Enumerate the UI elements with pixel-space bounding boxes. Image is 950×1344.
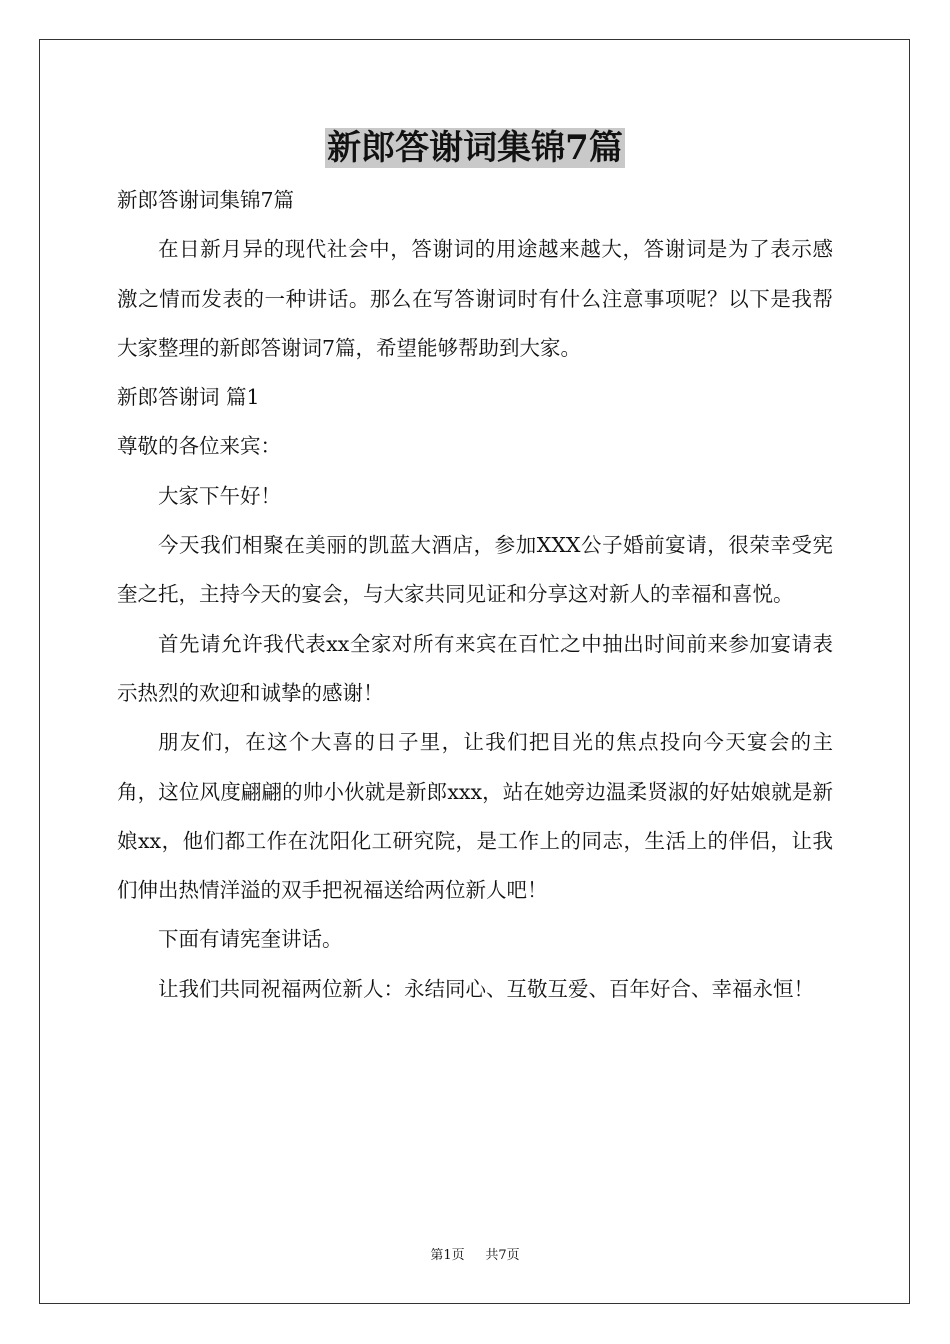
salutation: 尊敬的各位来宾：: [117, 434, 281, 459]
body-paragraph: 大家下午好！: [158, 483, 281, 508]
body-paragraph: 让我们共同祝福两位新人：永结同心、互敬互爱、百年好合、幸福永恒！: [158, 976, 814, 1001]
body-paragraph: 首先请允许我代表xx全家对所有来宾在百忙之中抽出时间前来参加宴请表示热烈的欢迎和诚挚的感谢！: [117, 631, 833, 705]
intro-paragraph: 在日新月异的现代社会中，答谢词的用途越来越大，答谢词是为了表示感激之情而发表的一种讲话。那么在写答谢词时有什么注意事项呢？以下是我帮大家整理的新郎答谢词7篇，希望能够帮助到大家。: [117, 237, 833, 360]
document-subtitle: 新郎答谢词集锦7篇: [117, 188, 295, 212]
footer-spacer: [469, 1248, 481, 1263]
document-body: [117, 176, 833, 1014]
body-paragraph: 朋友们，在这个大喜的日子里，让我们把目光的焦点投向今天宴会的主角，这位风度翩翩的帅小伙就是新郎xxx，站在她旁边温柔贤淑的好姑娘就是新娘xx，他们都工作在沈阳化工研究院，是工作上的同志，生活上的伴侣，让我们伸出热情洋溢的双手把祝福送给两位新人吧！: [117, 730, 833, 903]
page-total: 共7页: [485, 1248, 520, 1263]
document-title-text: 新郎答谢词集锦7篇: [327, 128, 623, 168]
page-number: 第1页: [430, 1248, 465, 1263]
section-heading: 新郎答谢词 篇1: [117, 385, 260, 410]
body-paragraph: 今天我们相聚在美丽的凯蓝大酒店，参加XXX公子婚前宴请，很荣幸受宪奎之托，主持今天的宴会，与大家共同见证和分享这对新人的幸福和喜悦。: [117, 533, 833, 607]
document-title: [0, 124, 950, 172]
page-footer: [0, 1247, 950, 1265]
body-paragraph: 下面有请宪奎讲话。: [158, 927, 343, 952]
